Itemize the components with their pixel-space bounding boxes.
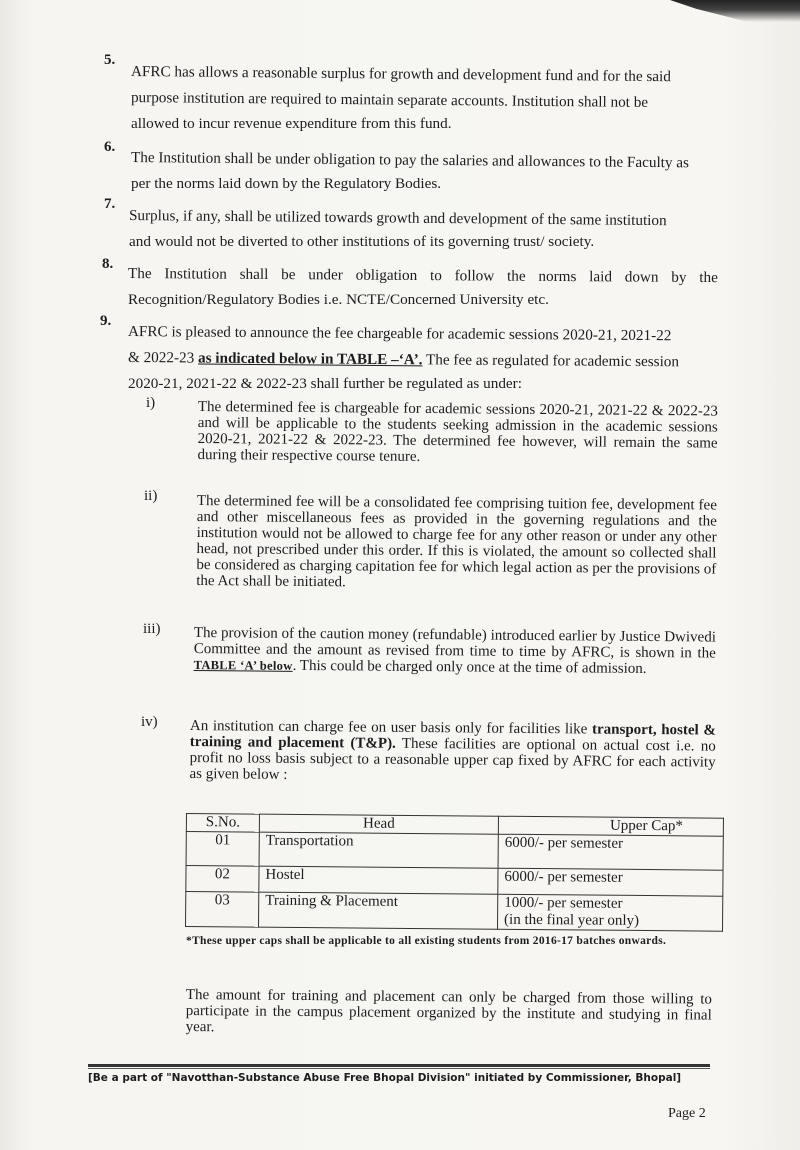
table-row (186, 892, 723, 932)
footer-rule (88, 1064, 710, 1067)
cell-sno: 02 (186, 866, 259, 893)
table-footnote: *These upper caps shall be applicable to all existing students from 2016-17 batches onwards. (186, 935, 667, 947)
cell-cap: 6000/- per semester (498, 834, 723, 870)
subpoint-number: iii) (143, 621, 161, 637)
point-9-text (128, 319, 728, 397)
point-line: purpose institution are required to maintain separate accounts. Institution shall not be (130, 89, 649, 111)
cap-line: 1000/- per semester (504, 894, 623, 912)
subpoint-iv-text (189, 718, 716, 787)
cell-head: Training & Placement (259, 892, 498, 929)
point-number: 8. (102, 256, 114, 272)
subpoint-i-text: The determined fee is chargeable for academic sessions 2020-21, 2021-22 & 2022-23 and will be applicable to the students seeking admission in the academic sessions 2020-21, 2021-22 & 2022-23. The determined fee however, will remain the same during their respective course tenure. (197, 399, 718, 465)
text-span: The provision of the caution money (refundable) introduced earlier by Justice Dwivedi Committee and the amount as revised from time to time by AFRC, is shown in the (193, 625, 716, 662)
point-line: The Institution shall be under obligation to pay the salaries and allowances to the Faculty as (130, 149, 690, 172)
subpoint-iii-text (194, 625, 716, 678)
point-line: and would not be diverted to other institutions of its governing trust/ society. (129, 233, 595, 250)
facilities-bold: transport, hostel & training and placement (T&P). (189, 721, 716, 752)
text-span: An institution can charge fee on user basis only for facilities like (189, 718, 593, 738)
subpoint-number: ii) (144, 488, 158, 504)
table-a-reference: as indicated below in TABLE –‘A’. (197, 349, 423, 369)
header-head: Head (259, 814, 498, 834)
upper-cap-table (185, 813, 724, 932)
cell-cap (497, 894, 722, 931)
point-line: Recognition/Regulatory Bodies i.e. NCTE/Concerned University etc. (128, 291, 549, 308)
text-span: & 2022-23 (127, 349, 199, 367)
header-cap: Upper Cap* (498, 816, 723, 836)
cell-cap: 6000/- per semester (498, 868, 723, 896)
cell-head: Transportation (259, 832, 498, 868)
point-7-text (129, 203, 729, 255)
point-6-text (131, 145, 731, 197)
point-line: allowed to incur revenue expenditure from this fund. (131, 115, 452, 132)
point-line: The Institution shall be under obligation to follow the norms laid down by the (127, 265, 718, 287)
footer-text: [Be a part of "Navotthan-Substance Abuse Free Bhopal Division" initiated by Commissioner, Bhopal] (88, 1072, 682, 1084)
point-line: per the norms laid down by the Regulatory Bodies. (131, 175, 442, 192)
cell-sno: 01 (186, 832, 259, 867)
point-8-text (128, 261, 726, 313)
text-span: . This could be charged only once at the time of admission. (292, 657, 647, 677)
point-line: Surplus, if any, shall be utilized towards growth and development of the same institution (128, 207, 667, 230)
table-a-reference: TABLE ‘A’ below (193, 657, 293, 673)
point-number: 6. (104, 139, 116, 155)
subpoint-number: iv) (141, 714, 158, 730)
point-line: 2020-21, 2021-22 & 2022-23 shall further be regulated as under: (128, 375, 522, 392)
subpoint-number: i) (146, 395, 156, 411)
cell-head: Hostel (259, 866, 498, 894)
point-line: AFRC is pleased to announce the fee chargeable for academic sessions 2020-21, 2021-22 (127, 323, 672, 345)
closing-paragraph: The amount for training and placement can only be charged from those willing to participate in the campus placement organized by the institute and studying in final year. (185, 987, 712, 1036)
subpoint-ii-text: The determined fee will be a consolidated fee comprising tuition fee, development fee and other miscellaneous fees as provided in the governing regulations and the institution would not be allowed to charge fee for any other reason or under any other head, not prescribed under this order. If this is violated, the amount so collected shall be considered as charging capitation fee for which legal action as per the provisions of the Act shall be initiated. (196, 493, 717, 591)
point-number: 9. (100, 313, 112, 329)
point-line: AFRC has allows a reasonable surplus for growth and development fund and for the said (130, 63, 671, 86)
page-number: Page 2 (668, 1106, 706, 1121)
footer-rule-thin (88, 1068, 710, 1069)
text-span: These facilities are optional on actual cost i.e. no profit no loss basis subject to a reasonable upper cap fixed by AFRC for each activity as given below : (189, 735, 716, 783)
point-number: 7. (104, 196, 116, 212)
point-5-text (131, 59, 731, 137)
table-row (186, 832, 723, 871)
scan-shadow (670, 0, 800, 22)
point-number: 5. (104, 52, 116, 68)
header-sno: S.No. (186, 814, 259, 833)
point-line (128, 345, 728, 376)
cell-sno: 03 (186, 892, 259, 928)
text-span: The fee as regulated for academic session (422, 351, 680, 371)
cap-note: (in the final year only) (504, 911, 640, 929)
